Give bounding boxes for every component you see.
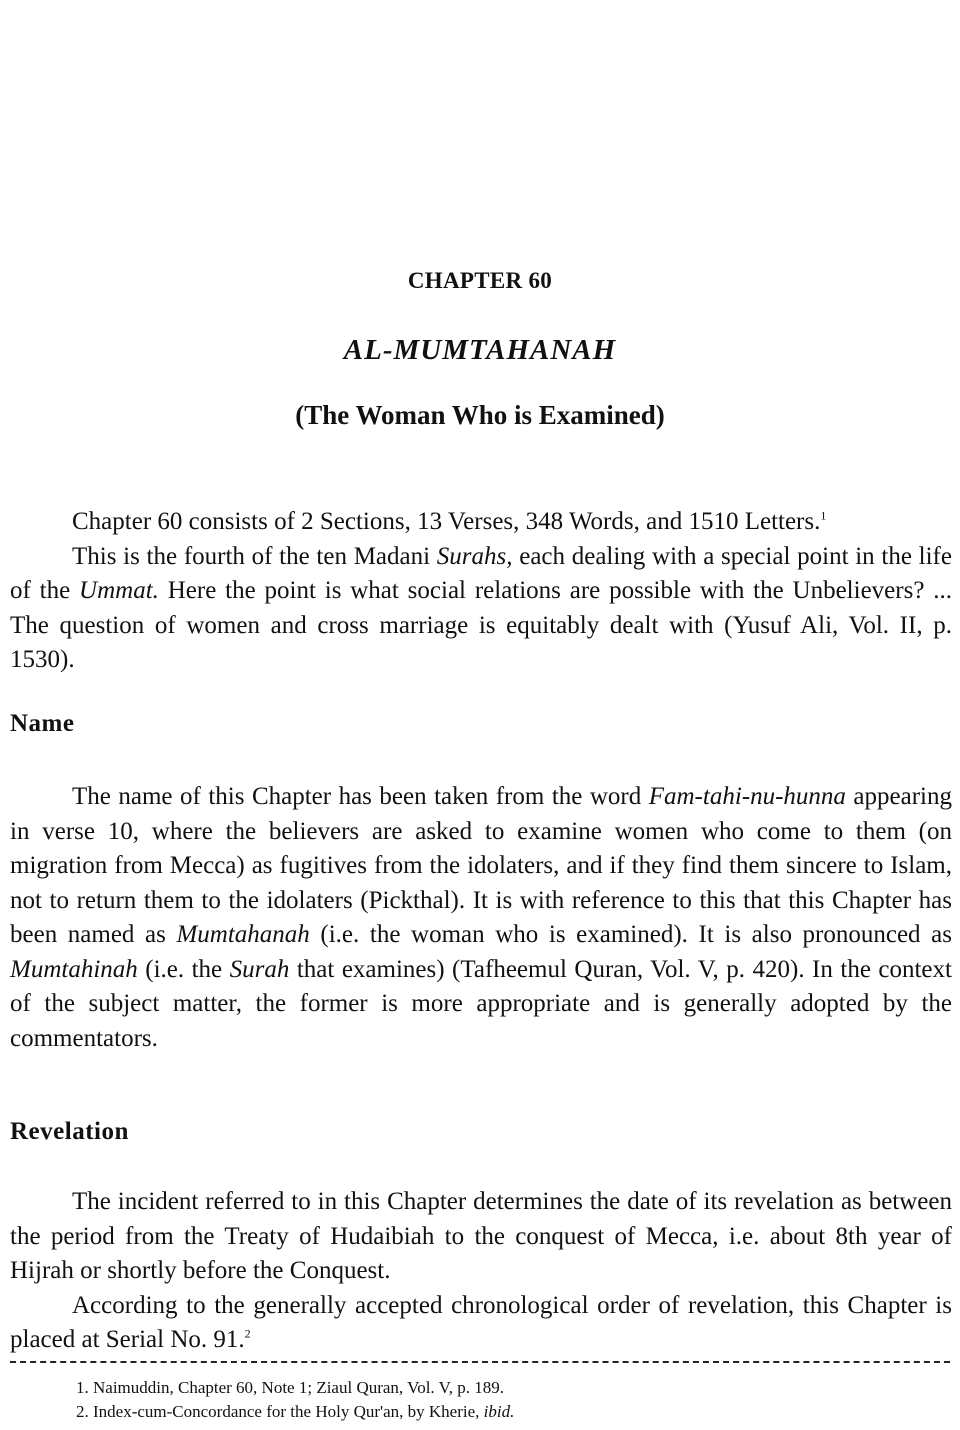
footnote-2: 2. Index-cum-Concordance for the Holy Qur'an, by Kherie, ibid. <box>76 1402 515 1421</box>
section-heading-name: Name <box>10 710 75 737</box>
revelation-section-body <box>10 1185 952 1358</box>
name-paragraph: The name of this Chapter has been taken from the word Fam-tahi-nu-hunna appearing in verse 10, where the believers are asked to examine women who come to them (on migration from Mecca) as fugitives from the idolaters, and if they find them sincere to Islam, not to return them to the idolaters (Pickthal). It is with reference to this that this Chapter has been named as Mumtahanah (i.e. the woman who is examined). It is also pronounced as Mumtahinah (i.e. the Surah that examines) (Tafheemul Quran, Vol. V, p. 420). In the context of the subject matter, the former is more appropriate and is generally adopted by the commentators. <box>10 783 952 1052</box>
chapter-number: CHAPTER 60 <box>407 268 553 293</box>
chapter-title: AL-MUMTAHANAH <box>343 334 617 366</box>
section-heading-revelation: Revelation <box>10 1118 129 1145</box>
revelation-paragraph-1: The incident referred to in this Chapter determines the date of its revelation as between the period from the Treaty of Hudaibiah to the conquest of Mecca, i.e. about 8th year of Hijrah or shortly before the Conquest. <box>10 1188 952 1284</box>
footnote-1: 1. Naimuddin, Chapter 60, Note 1; Ziaul Quran, Vol. V, p. 189. <box>76 1378 504 1397</box>
footnote-divider <box>10 1361 950 1363</box>
revelation-paragraph-2: According to the generally accepted chronological order of revelation, this Chapter is placed at Serial No. 91.$^2$ <box>10 1291 952 1353</box>
intro-section <box>10 505 952 678</box>
name-section-body <box>10 780 952 1056</box>
footnote-ref-2: 2 <box>244 1326 251 1341</box>
intro-paragraph-1: Chapter 60 consists of 2 Sections, 13 Verses, 348 Words, and 1510 Letters.$^1$ <box>72 508 827 535</box>
intro-paragraph-2: This is the fourth of the ten Madani Surahs, each dealing with a special point in the life of the Ummat. Here the point is what social relations are possible with the Unbelievers? ... The question of women and cross marriage is equitably dealt with (Yusuf Ali, Vol. II, p. 1530). <box>10 542 952 673</box>
chapter-subtitle: (The Woman Who is Examined) <box>295 400 665 430</box>
footnote-ref-1: 1 <box>820 508 827 523</box>
footnotes <box>76 1376 936 1424</box>
